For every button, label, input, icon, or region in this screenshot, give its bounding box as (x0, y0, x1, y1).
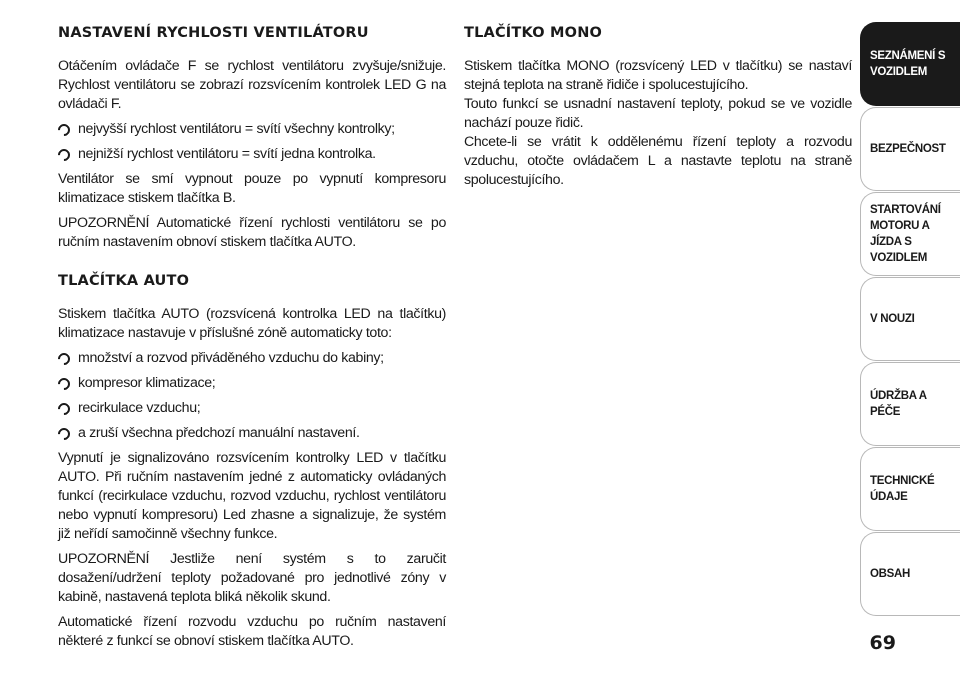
tab-obsah[interactable] (860, 532, 960, 616)
tab-technicke-udaje[interactable] (860, 447, 960, 531)
list-item (58, 120, 446, 139)
section-heading-mono: TLAČÍTKO MONO (464, 25, 603, 41)
bullet-icon (56, 351, 73, 368)
warning-paragraph: UPOZORNĚNÍ Jestliže není systém s to zaručit dosažení/udržení teploty požadované pro jednotlivé zóny v kabině, nastavená teplota bliká několik skund. (58, 551, 446, 605)
list-item-text: množství a rozvod přiváděného vzduchu do kabiny; (78, 350, 384, 366)
list-item (58, 399, 446, 418)
tab-startovani[interactable] (860, 192, 960, 276)
tab-label: SEZNÁMENÍ S VOZIDLEM (870, 50, 946, 78)
list-item-text: a zruší všechna předchozí manuální nastavení. (78, 425, 360, 441)
bullet-list-auto (58, 349, 446, 443)
bullet-icon (56, 426, 73, 443)
chapter-tabs (860, 22, 960, 617)
bullet-list-fan (58, 120, 446, 164)
paragraph: Stiskem tlačítka MONO (rozsvícený LED v tlačítku) se nastaví stejná teplota na straně řidiče i spolucestujícího. (464, 58, 852, 93)
paragraph: Automatické řízení rozvodu vzduchu po ručním nastavení některé z funkcí se obnoví stiskem tlačítka AUTO. (58, 614, 446, 649)
right-column (464, 22, 852, 190)
warning-paragraph: UPOZORNĚNÍ Automatické řízení rychlosti ventilátoru se po ručním nastavením obnoví stiskem tlačítka AUTO. (58, 215, 446, 250)
tab-label: V NOUZI (870, 313, 915, 325)
page-number: 69 (869, 632, 896, 654)
paragraph: Ventilátor se smí vypnout pouze po vypnutí kompresoru klimatizace stiskem tlačítka B. (58, 171, 446, 206)
paragraph: Vypnutí je signalizováno rozsvícením kontrolky LED v tlačítku AUTO. Při ručním nastavením jedné z automaticky ovládaných funkcí (recirkulace vzduchu, rozvod vzduchu, rychlost ventilátoru nebo vypnutí kompresoru) Led zhasne a signalizuje, že systém již neřídí samočinně všechny funkce. (58, 450, 446, 542)
list-item (58, 374, 446, 393)
list-item (58, 349, 446, 368)
bullet-icon (56, 122, 73, 139)
list-item-text: kompresor klimatizace; (78, 375, 216, 391)
paragraph: Otáčením ovládače F se rychlost ventilátoru zvyšuje/snižuje. Rychlost ventilátoru se zobrazí rozsvícením kontrolek LED G na ovládači F. (58, 58, 446, 112)
tab-udrzba[interactable] (860, 362, 960, 446)
left-column (58, 22, 446, 657)
section-heading-fan-speed: NASTAVENÍ RYCHLOSTI VENTILÁTORU (58, 25, 369, 41)
list-item-text: nejvyšší rychlost ventilátoru = svítí všechny kontrolky; (78, 121, 395, 137)
bullet-icon (56, 376, 73, 393)
tab-label: OBSAH (870, 568, 911, 580)
paragraph: Stiskem tlačítka AUTO (rozsvícená kontrolka LED na tlačítku) klimatizace nastavuje v příslušné zóně automaticky toto: (58, 306, 446, 341)
tab-v-nouzi[interactable] (860, 277, 960, 361)
tab-label: TECHNICKÉ ÚDAJE (870, 475, 935, 503)
list-item-text: nejnižší rychlost ventilátoru = svítí jedna kontrolka. (78, 146, 376, 162)
list-item (58, 424, 446, 443)
tab-label: STARTOVÁNÍ MOTORU A JÍZDA S VOZIDLEM (870, 204, 941, 264)
tab-label: BEZPEČNOST (870, 143, 946, 155)
paragraph: Chcete-li se vrátit k oddělenému řízení teploty a rozvodu vzduchu, otočte ovládačem L a nastavte teplotu na straně spolucestujícího. (464, 134, 852, 188)
bullet-icon (56, 401, 73, 418)
paragraph: Touto funkcí se usnadní nastavení teploty, pokud se ve vozidle nachází pouze řidič. (464, 96, 852, 131)
list-item-text: recirkulace vzduchu; (78, 400, 201, 416)
list-item (58, 145, 446, 164)
bullet-icon (56, 147, 73, 164)
tab-label: ÚDRŽBA A PÉČE (870, 390, 927, 418)
tab-seznameni[interactable] (860, 22, 960, 106)
section-heading-auto: TLAČÍTKA AUTO (58, 273, 190, 289)
tab-bezpecnost[interactable] (860, 107, 960, 191)
